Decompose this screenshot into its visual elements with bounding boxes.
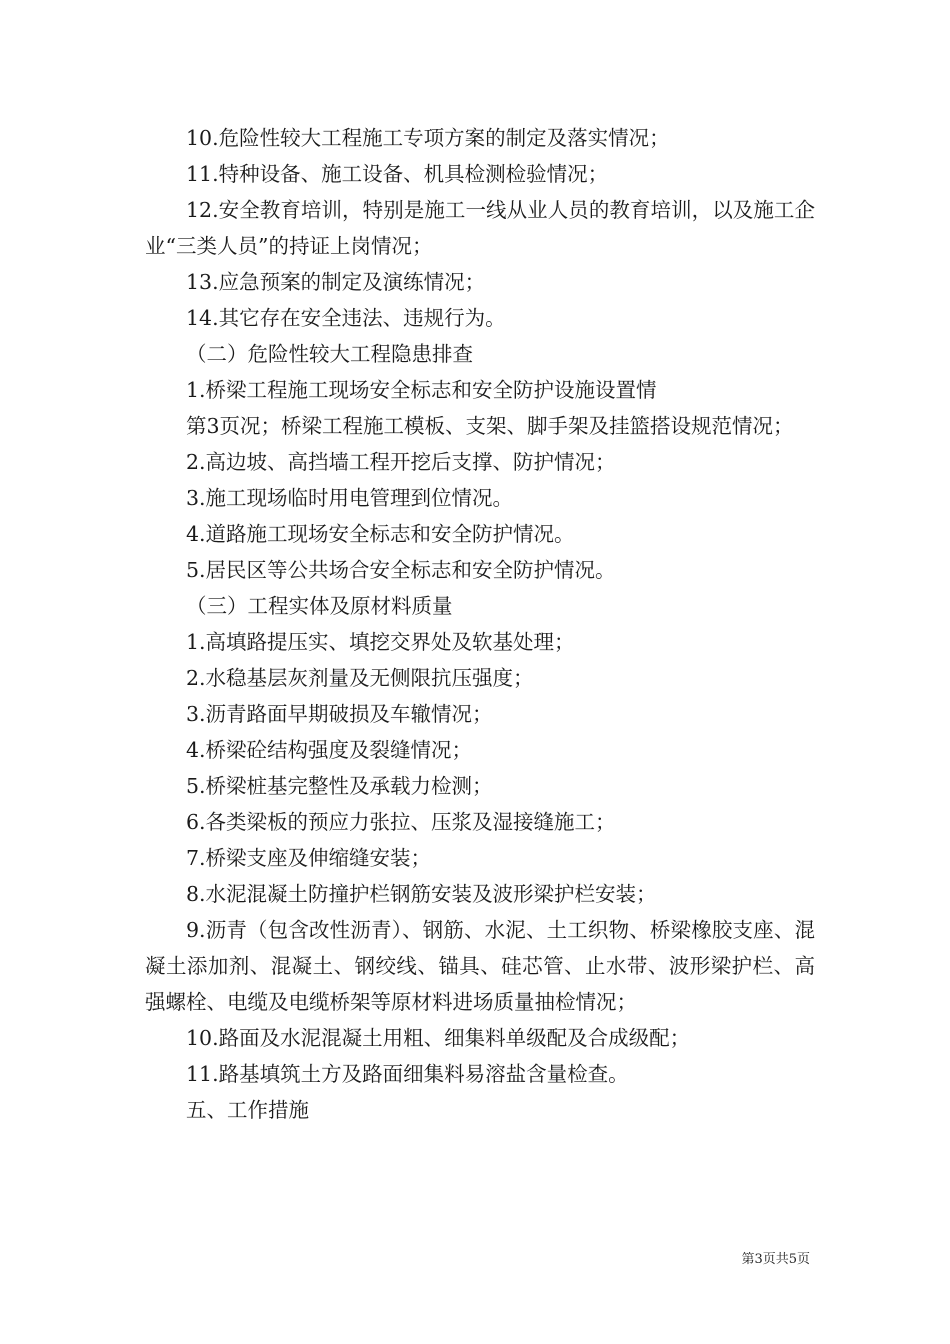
list-item: 2.高边坡、高挡墙工程开挖后支撑、防护情况； <box>186 450 616 474</box>
list-item: 2.水稳基层灰剂量及无侧限抗压强度； <box>186 666 534 690</box>
list-item: 1.桥梁工程施工现场安全标志和安全防护设施设置情 <box>186 378 657 402</box>
list-item: 10.路面及水泥混凝土用粗、细集料单级配及合成级配； <box>186 1026 691 1050</box>
list-item: 5.桥梁桩基完整性及承载力检测； <box>186 774 493 798</box>
list-item: 4.桥梁砼结构强度及裂缝情况； <box>186 738 473 762</box>
list-item: 3.施工现场临时用电管理到位情况。 <box>186 486 514 510</box>
page-number: 第3页共5页 <box>741 1252 810 1267</box>
document-body <box>145 120 815 1128</box>
list-item: 5.居民区等公共场合安全标志和安全防护情况。 <box>186 558 616 582</box>
list-item: 7.桥梁支座及伸缩缝安装； <box>186 846 432 870</box>
list-item: 12.安全教育培训，特别是施工一线从业人员的教育培训，以及施工企业“三类人员”的持证上岗情况； <box>145 198 815 258</box>
list-item: 6.各类梁板的预应力张拉、压浆及湿接缝施工； <box>186 810 616 834</box>
list-item: 14.其它存在安全违法、违规行为。 <box>186 306 506 330</box>
list-item: 11.特种设备、施工设备、机具检测检验情况； <box>186 162 609 186</box>
list-item: 第3页况；桥梁工程施工模板、支架、脚手架及挂篮搭设规范情况； <box>186 414 794 438</box>
list-item: 9.沥青（包含改性沥青）、钢筋、水泥、土工织物、桥梁橡胶支座、混凝土添加剂、混凝土、钢绞线、锚具、硅芯管、止水带、波形梁护栏、高强螺栓、电缆及电缆桥架等原材料进场质量抽检情况； <box>145 918 815 1014</box>
list-item: 4.道路施工现场安全标志和安全防护情况。 <box>186 522 575 546</box>
list-item: 3.沥青路面早期破损及车辙情况； <box>186 702 493 726</box>
section-heading: （二）危险性较大工程隐患排查 <box>186 342 473 366</box>
section-heading: （三）工程实体及原材料质量 <box>186 594 453 618</box>
list-item: 1.高填路提压实、填挖交界处及软基处理； <box>186 630 575 654</box>
list-item: 10.危险性较大工程施工专项方案的制定及落实情况； <box>186 126 670 150</box>
list-item: 13.应急预案的制定及演练情况； <box>186 270 486 294</box>
list-item: 8.水泥混凝土防撞护栏钢筋安装及波形梁护栏安装； <box>186 882 657 906</box>
section-heading: 五、工作措施 <box>186 1098 309 1122</box>
list-item: 11.路基填筑土方及路面细集料易溶盐含量检查。 <box>186 1062 629 1086</box>
